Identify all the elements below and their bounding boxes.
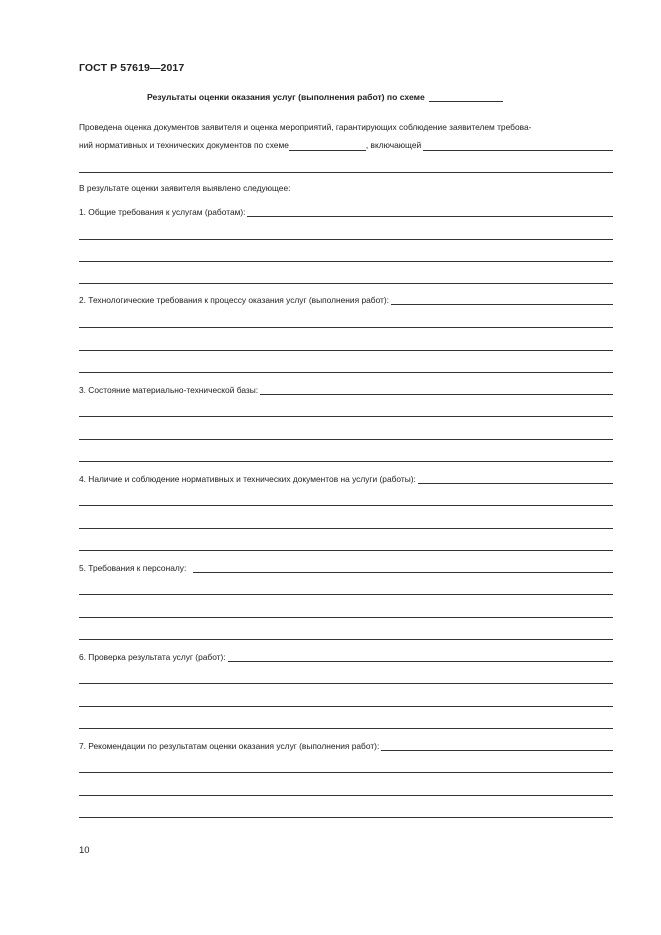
section-1-line-1[interactable]: [79, 239, 613, 240]
section-3-line-1[interactable]: [79, 416, 613, 417]
section-1: [79, 206, 613, 217]
section-2: [79, 294, 613, 305]
section-4-line-3[interactable]: [79, 550, 613, 551]
section-3-line-2[interactable]: [79, 439, 613, 440]
section-2-label: 2. Технологические требования к процессу оказания услуг (выполнения работ):: [79, 295, 390, 305]
section-5: [79, 562, 613, 573]
section-4-line-1[interactable]: [79, 505, 613, 506]
section-6-blank[interactable]: [228, 653, 613, 662]
section-5-line-2[interactable]: [79, 617, 613, 618]
section-5-line-3[interactable]: [79, 639, 613, 640]
section-3: [79, 384, 613, 395]
section-6: [79, 651, 613, 662]
section-7-line-1[interactable]: [79, 772, 613, 773]
intro-paragraph: [79, 122, 613, 151]
section-5-label: 5. Требования к персоналу:: [79, 563, 187, 573]
section-3-label: 3. Состояние материально-технической базы:: [79, 385, 259, 395]
section-2-line-3[interactable]: [79, 372, 613, 373]
intro-line-1: [79, 122, 613, 133]
section-4-blank[interactable]: [418, 475, 613, 484]
including-blank[interactable]: [423, 142, 613, 151]
intro-line-2: [79, 140, 613, 151]
section-1-label: 1. Общие требования к услугам (работам):: [79, 207, 246, 217]
scheme-blank-inline[interactable]: [289, 142, 366, 151]
section-6-line-2[interactable]: [79, 706, 613, 707]
section-2-blank[interactable]: [391, 296, 613, 305]
standard-header: ГОСТ Р 57619—2017: [79, 62, 185, 74]
section-2-line-1[interactable]: [79, 327, 613, 328]
section-7-label: 7. Рекомендации по результатам оценки оказания услуг (выполнения работ):: [79, 741, 380, 751]
result-intro-line: [79, 183, 613, 194]
section-1-line-3[interactable]: [79, 283, 613, 284]
section-7: [79, 740, 613, 751]
section-6-label: 6. Проверка результата услуг (работ):: [79, 652, 226, 662]
intro-line-2-text-a: ний нормативных и технических документов по схеме: [79, 140, 289, 150]
section-5-line-1[interactable]: [79, 594, 613, 595]
section-2-line-2[interactable]: [79, 350, 613, 351]
section-1-blank[interactable]: [247, 208, 613, 217]
form-title: [147, 92, 503, 102]
section-6-line-3[interactable]: [79, 728, 613, 729]
section-4-label: 4. Наличие и соблюдение нормативных и технических документов на услуги (работы):: [79, 474, 416, 484]
result-intro: [79, 183, 613, 194]
scheme-blank[interactable]: [429, 92, 503, 102]
section-7-blank[interactable]: [381, 742, 613, 751]
section-3-line-3[interactable]: [79, 461, 613, 462]
form-title-text: Результаты оценки оказания услуг (выполнения работ) по схеме: [147, 92, 425, 102]
section-7-line-3[interactable]: [79, 817, 613, 818]
intro-blank-line[interactable]: [79, 172, 613, 173]
page-number: 10: [79, 845, 90, 856]
section-4-line-2[interactable]: [79, 528, 613, 529]
section-5-blank[interactable]: [193, 564, 613, 573]
intro-line-1-text: Проведена оценка документов заявителя и оценка мероприятий, гарантирующих соблюдение заявителем требова-: [79, 122, 532, 132]
section-3-blank[interactable]: [260, 386, 613, 395]
section-6-line-1[interactable]: [79, 683, 613, 684]
intro-line-2-text-b: , включающей: [365, 140, 422, 150]
section-7-line-2[interactable]: [79, 795, 613, 796]
section-4: [79, 473, 613, 484]
result-intro-text: В результате оценки заявителя выявлено следующее:: [79, 183, 291, 193]
section-1-line-2[interactable]: [79, 261, 613, 262]
